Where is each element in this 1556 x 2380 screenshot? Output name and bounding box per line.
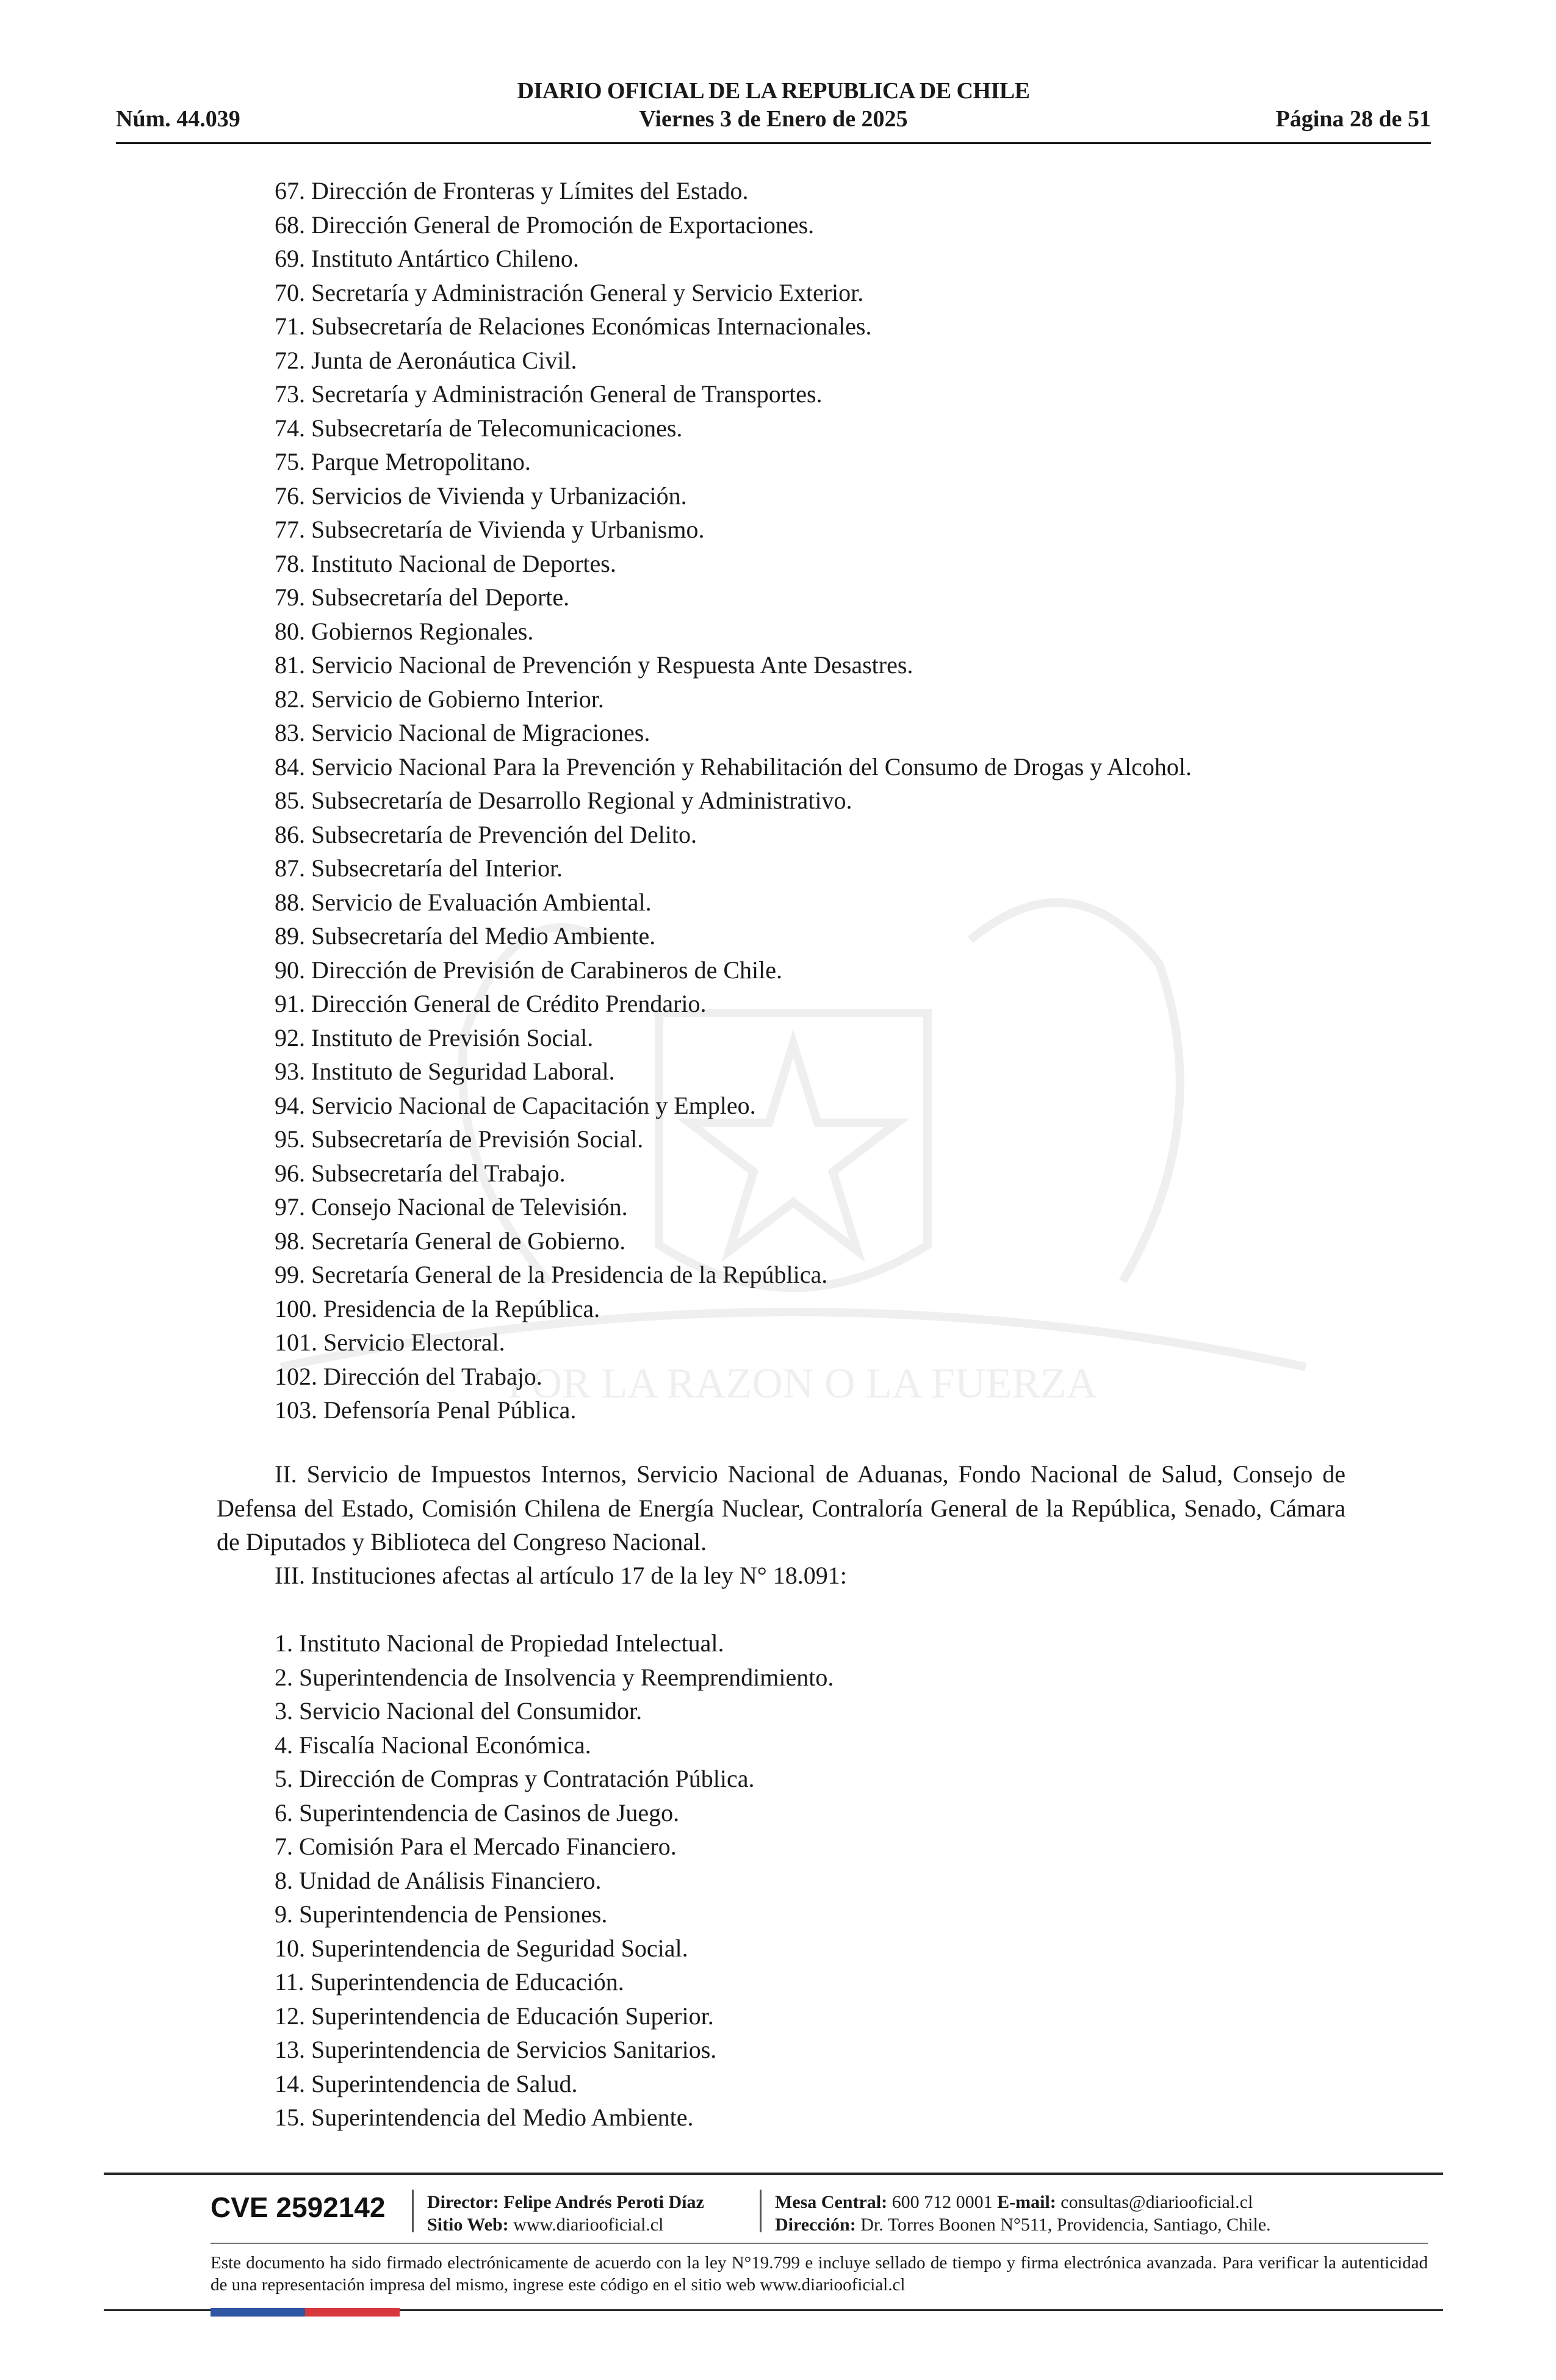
list-item: 95. Subsecretaría de Previsión Social. <box>275 1125 644 1153</box>
list-item: 6. Superintendencia de Casinos de Juego. <box>275 1798 680 1826</box>
director-name: Felipe Andrés Peroti Díaz <box>503 2192 704 2212</box>
list-item: 7. Comisión Para el Mercado Financiero. <box>275 1833 677 1860</box>
signature-notice: Este documento ha sido firmado electrónicamente de acuerdo con la ley N°19.799 e incluye sellado de tiempo y firma electrónica avanzada. Para verificar la autenticidad de una representación impresa del mismo, ingrese este código en el sitio web www.diariooficial.cl <box>211 2253 1428 2295</box>
list-item: 71. Subsecretaría de Relaciones Económicas Internacionales. <box>275 312 872 340</box>
list-item: 69. Instituto Antártico Chileno. <box>275 245 579 272</box>
list-item: 81. Servicio Nacional de Prevención y Respuesta Ante Desastres. <box>275 651 913 679</box>
watermark-motto: POR LA RAZON O LA FUERZA <box>507 1360 1098 1407</box>
list-item: 86. Subsecretaría de Prevención del Delito. <box>275 820 697 848</box>
email-link[interactable]: consultas@diariooficial.cl <box>1061 2192 1253 2212</box>
list-item: 97. Consejo Nacional de Televisión. <box>275 1193 628 1221</box>
list-item: 100. Presidencia de la República. <box>275 1294 600 1322</box>
list-item: 78. Instituto Nacional de Deportes. <box>275 549 616 577</box>
issue-number: Núm. 44.039 <box>116 106 240 132</box>
list-item: 74. Subsecretaría de Telecomunicaciones. <box>275 414 683 442</box>
list-item: 84. Servicio Nacional Para la Prevención y Rehabilitación del Consumo de Drogas y Alcohol. <box>275 752 1192 781</box>
list-item: 11. Superintendencia de Educación. <box>275 1968 624 1996</box>
list-item: 13. Superintendencia de Servicios Sanitarios. <box>275 2036 717 2063</box>
footer-separator <box>760 2190 762 2232</box>
list-item: 70. Secretaría y Administración General y Servicio Exterior. <box>275 278 864 306</box>
list-item: 80. Gobiernos Regionales. <box>275 617 534 645</box>
list-item: 72. Junta de Aeronáutica Civil. <box>275 346 577 374</box>
header-rule <box>116 142 1431 144</box>
list-item: 101. Servicio Electoral. <box>275 1329 505 1356</box>
list-item: 9. Superintendencia de Pensiones. <box>275 1900 608 1928</box>
list-item: 73. Secretaría y Administración General de Transportes. <box>275 380 823 408</box>
page-footer <box>104 2173 1443 2319</box>
cve-code: CVE 2592142 <box>211 2191 386 2223</box>
list-item: 90. Dirección de Previsión de Carabineros de Chile. <box>275 956 782 984</box>
list-item: 93. Instituto de Seguridad Laboral. <box>275 1058 615 1085</box>
list-item: 88. Servicio de Evaluación Ambiental. <box>275 888 652 916</box>
issue-date: Viernes 3 de Enero de 2025 <box>639 106 908 132</box>
list-item: 76. Servicios de Vivienda y Urbanización. <box>275 481 687 510</box>
contact-info: Mesa Central: 600 712 0001 E-mail: consultas@diariooficial.cl Dirección: Dr. Torres Boonen N°511, Providencia, Santiago, Chile. <box>775 2192 1271 2235</box>
flag-stripe-red <box>305 2308 400 2317</box>
list-item: 12. Superintendencia de Educación Superior. <box>275 2002 714 2030</box>
list-item: 10. Superintendencia de Seguridad Social. <box>275 1934 688 1962</box>
list-item: 102. Dirección del Trabajo. <box>275 1362 542 1390</box>
section-iii-heading: III. Instituciones afectas al artículo 17 de la ley N° 18.091: <box>275 1562 847 1589</box>
list-item: 4. Fiscalía Nacional Económica. <box>275 1731 591 1759</box>
list-item: 68. Dirección General de Promoción de Exportaciones. <box>275 211 815 239</box>
list-item: 92. Instituto de Previsión Social. <box>275 1023 594 1051</box>
institution-list-continued <box>275 174 1192 1427</box>
list-item: 96. Subsecretaría del Trabajo. <box>275 1159 566 1187</box>
flag-stripe-blue <box>211 2308 305 2317</box>
list-item: 87. Subsecretaría del Interior. <box>275 854 563 882</box>
institution-list-article-17 <box>275 1626 834 2135</box>
list-item: 14. Superintendencia de Salud. <box>275 2069 578 2097</box>
list-item: 89. Subsecretaría del Medio Ambiente. <box>275 922 656 950</box>
page-header <box>116 76 1431 145</box>
list-item: 91. Dirección General de Crédito Prendario. <box>275 990 707 1017</box>
list-item: 83. Servicio Nacional de Migraciones. <box>275 719 650 746</box>
list-item: 2. Superintendencia de Insolvencia y Reemprendimiento. <box>275 1663 834 1691</box>
director-info: Director: Felipe Andrés Peroti Díaz Sitio Web: www.diariooficial.cl <box>427 2192 704 2235</box>
list-item: 8. Unidad de Análisis Financiero. <box>275 1866 602 1894</box>
list-item: 15. Superintendencia del Medio Ambiente. <box>275 2104 694 2131</box>
list-item: 98. Secretaría General de Gobierno. <box>275 1227 626 1255</box>
page-number: Página 28 de 51 <box>1275 106 1431 132</box>
list-item: 99. Secretaría General de la Presidencia de la República. <box>275 1261 828 1288</box>
list-item: 5. Dirección de Compras y Contratación Pública. <box>275 1765 755 1792</box>
section-ii-paragraph: II. Servicio de Impuestos Internos, Servicio Nacional de Aduanas, Fondo Nacional de Salud, Consejo de Defensa del Estado, Comisión Chilena de Energía Nuclear, Contraloría General de la República, Senado, Cámara de Diputados y Biblioteca del Congreso Nacional. <box>217 1460 1345 1556</box>
newspaper-title: DIARIO OFICIAL DE LA REPUBLICA DE CHILE <box>517 78 1030 104</box>
list-item: 75. Parque Metropolitano. <box>275 448 531 475</box>
list-item: 85. Subsecretaría de Desarrollo Regional y Administrativo. <box>275 787 852 814</box>
website-link[interactable]: www.diariooficial.cl <box>513 2215 664 2235</box>
footer-divider <box>211 2243 1428 2244</box>
address: Dr. Torres Boonen N°511, Providencia, Santiago, Chile. <box>860 2215 1271 2235</box>
footer-top-rule <box>104 2173 1443 2175</box>
list-item: 1. Instituto Nacional de Propiedad Intelectual. <box>275 1629 724 1657</box>
list-item: 3. Servicio Nacional del Consumidor. <box>275 1697 643 1725</box>
list-item: 82. Servicio de Gobierno Interior. <box>275 685 604 713</box>
list-item: 77. Subsecretaría de Vivienda y Urbanismo. <box>275 516 705 543</box>
list-item: 67. Dirección de Fronteras y Límites del Estado. <box>275 177 749 204</box>
list-item: 79. Subsecretaría del Deporte. <box>275 583 570 611</box>
footer-separator <box>412 2190 414 2232</box>
list-item: 94. Servicio Nacional de Capacitación y Empleo. <box>275 1091 756 1119</box>
list-item: 103. Defensoría Penal Pública. <box>275 1396 577 1424</box>
